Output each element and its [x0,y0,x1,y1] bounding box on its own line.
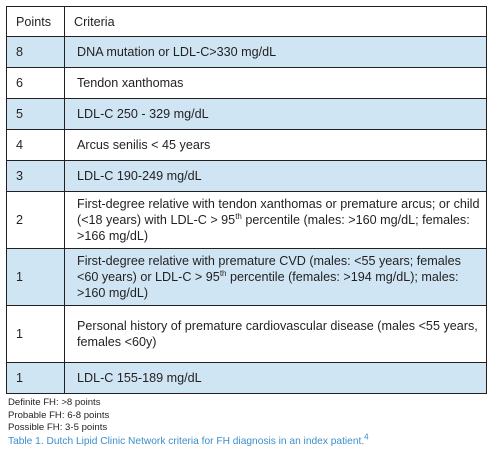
criteria-cell [65,192,487,249]
criteria-cell: Personal history of premature cardiovascular disease (males <55 years, females <60y) [65,306,487,363]
ordinal-superscript: th [235,211,242,221]
table-row [7,99,487,130]
table-row [7,130,487,161]
criteria-table-container [6,6,486,394]
caption-text: Table 1. Dutch Lipid Clinic Network criteria for FH diagnosis in an index patient. [8,436,365,447]
points-cell: 4 [7,130,65,161]
criteria-column-header: Criteria [65,7,487,37]
score-interpretation-notes [8,397,109,435]
criteria-text: percentile (females: >194 mg/dL); males: >160 mg/dL) [77,270,459,300]
points-cell: 8 [7,37,65,68]
points-cell: 1 [7,249,65,306]
criteria-text: First-degree relative with tendon xanthomas or premature arcus; or child (<18 years) with LDL-C > 95 [77,197,480,227]
definite-fh-note: Definite FH: >8 points [8,397,101,408]
points-cell: 2 [7,192,65,249]
points-cell: 6 [7,68,65,99]
criteria-text: percentile (males: >160 mg/dL; females: >166 mg/dL) [77,213,470,243]
table-row [7,249,487,306]
criteria-cell: Arcus senilis < 45 years [65,130,487,161]
table-row [7,68,487,99]
table-header-row [7,7,487,37]
reference-superscript: 4 [364,432,369,442]
criteria-cell: LDL-C 155-189 mg/dL [65,363,487,394]
possible-fh-note: Possible FH: 3-5 points [8,422,108,433]
table-row [7,161,487,192]
criteria-cell: Tendon xanthomas [65,68,487,99]
dutch-lipid-criteria-table [6,6,487,394]
probable-fh-note: Probable FH: 6-8 points [8,409,110,421]
criteria-cell: LDL-C 250 - 329 mg/dL [65,99,487,130]
points-cell: 1 [7,363,65,394]
criteria-cell [65,249,487,306]
table-row [7,363,487,394]
criteria-text: First-degree relative with premature CVD (males: <55 years; females <60 years) or LDL-C > 95 [77,254,461,284]
table-row [7,192,487,249]
points-cell: 5 [7,99,65,130]
table-caption [8,432,369,448]
criteria-cell: LDL-C 190-249 mg/dL [65,161,487,192]
criteria-cell: DNA mutation or LDL-C>330 mg/dL [65,37,487,68]
points-cell: 1 [7,306,65,363]
ordinal-superscript: th [219,268,227,278]
points-column-header: Points [7,7,65,37]
table-row [7,306,487,363]
table-row [7,37,487,68]
points-cell: 3 [7,161,65,192]
